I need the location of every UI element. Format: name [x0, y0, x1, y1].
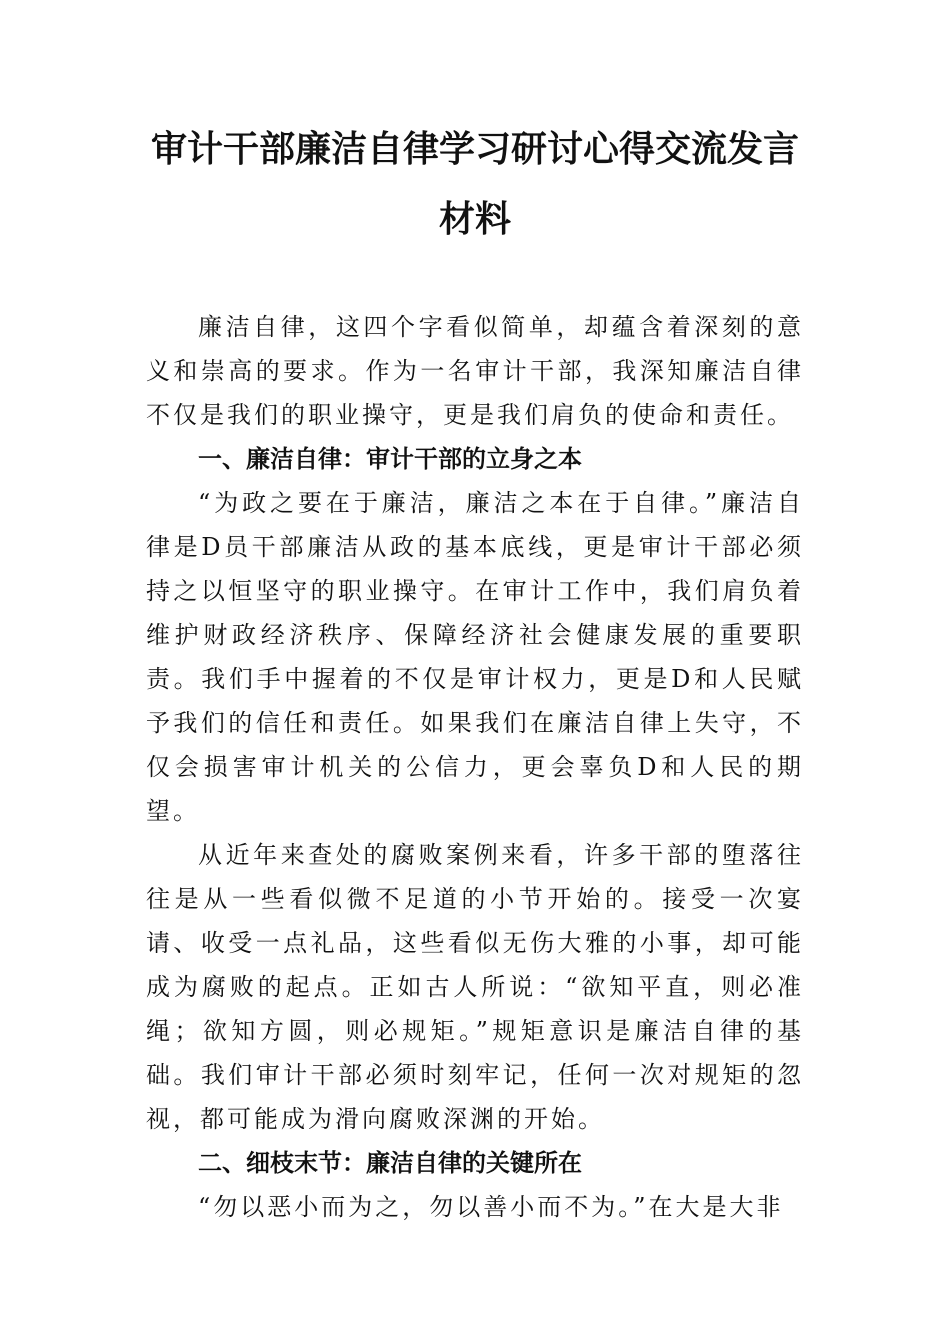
- section-2-paragraph-1: “勿以恶小而为之，勿以善小而不为。”在大是大非: [198, 1193, 784, 1221]
- section-1-heading: 一、廉洁自律：审计干部的立身之本: [198, 445, 582, 473]
- section-1-paragraph-1: “为政之要在于廉洁，廉洁之本在于自律。”廉洁自律是D员干部廉洁从政的基本底线，更是审计干部必须持之以恒坚守的职业操守。在审计工作中，我们肩负着维护财政经济秩序、保障经济社会健康发展的重要职责。我们手中握着的不仅是审计权力，更是D和人民赋予我们的信任和责任。如果我们在廉洁自律上失守，不仅会损害审计机关的公信力，更会辜负D和人民的期望。: [146, 489, 804, 825]
- intro-paragraph: 廉洁自律，这四个字看似简单，却蕴含着深刻的意义和崇高的要求。作为一名审计干部，我深知廉洁自律不仅是我们的职业操守，更是我们肩负的使命和责任。: [146, 313, 804, 429]
- section-2-heading: 二、细枝末节：廉洁自律的关键所在: [198, 1149, 582, 1177]
- document-body: [146, 305, 804, 1229]
- document-title-line-1: 审计干部廉洁自律学习研讨心得交流发言: [150, 129, 799, 170]
- document-title-line-2: 材料: [438, 199, 511, 240]
- section-1-paragraph-2: 从近年来查处的腐败案例来看，许多干部的堕落往往是从一些看似微不足道的小节开始的。接受一次宴请、收受一点礼品，这些看似无伤大雅的小事，却可能成为腐败的起点。正如古人所说：“欲知平直，则必准绳；欲知方圆，则必规矩。”规矩意识是廉洁自律的基础。我们审计干部必须时刻牢记，任何一次对规矩的忽视，都可能成为滑向腐败深渊的开始。: [146, 841, 804, 1133]
